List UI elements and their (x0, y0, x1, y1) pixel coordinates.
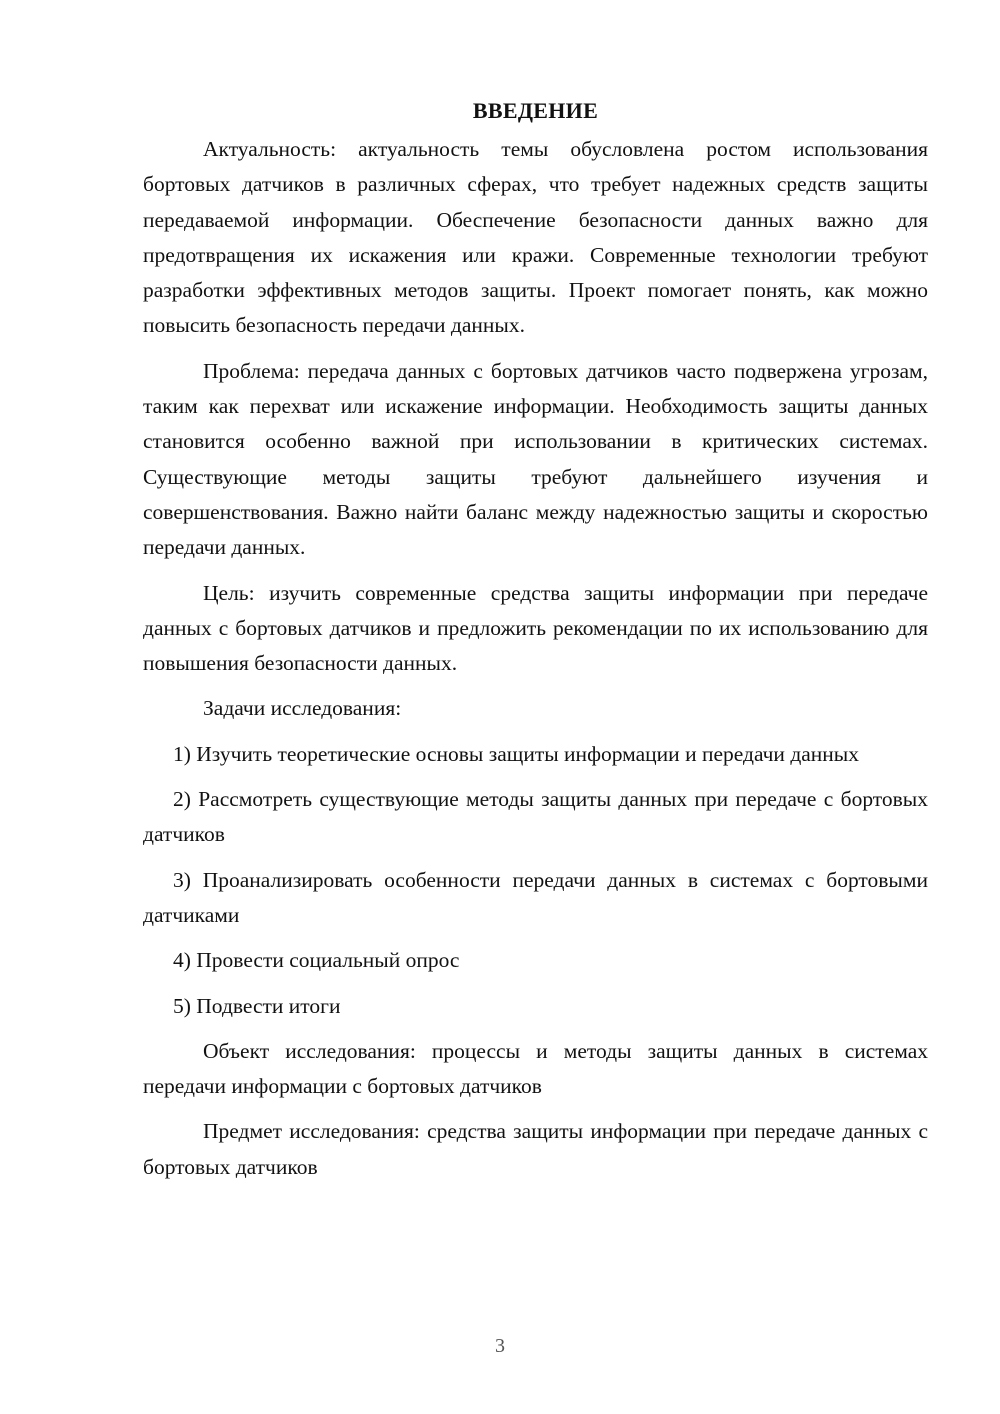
section-title: ВВЕДЕНИЕ (472, 98, 599, 123)
goal-paragraph: Цель: изучить современные средства защиты информации при передаче данных с бортовых датчиков и предложить рекомендации по их использованию для повышения безопасности данных. (143, 580, 928, 676)
object-paragraph: Объект исследования: процессы и методы защиты данных в системах передачи информации с бортовых датчиков (143, 1038, 928, 1099)
task-item-1: 1) Изучить теоретические основы защиты информации и передачи данных (173, 741, 860, 766)
relevance-paragraph: Актуальность: актуальность темы обусловлена ростом использования бортовых датчиков в различных сферах, что требует надежных средств защиты передаваемой информации. Обеспечение безопасности данных важно для предотвращения их искажения или кражи. Современные технологии требуют разработки эффективных методов защиты. Проект помогает понять, как можно повысить безопасность передачи данных. (143, 137, 928, 338)
problem-paragraph: Проблема: передача данных с бортовых датчиков часто подвержена угрозам, таким как перехват или искажение информации. Необходимость защиты данных становится особенно важной при использовании в критических системах. Существующие методы защиты требуют дальнейшего изучения и совершенствования. Важно найти баланс между надежностью защиты и скоростью передачи данных. (143, 358, 928, 560)
task-item-2: 2) Рассмотреть существующие методы защиты данных при передаче с бортовых датчиков (143, 787, 928, 847)
subject-paragraph: Предмет исследования: средства защиты информации при передаче данных с бортовых датчиков (143, 1119, 928, 1179)
document-page (143, 96, 928, 1185)
tasks-heading: Задачи исследования: (203, 696, 402, 721)
task-item-5: 5) Подвести итоги (173, 993, 341, 1018)
task-item-3: 3) Проанализировать особенности передачи данных в системах с бортовыми датчиками (143, 867, 928, 927)
task-item-4: 4) Провести социальный опрос (173, 948, 460, 973)
page-number: 3 (495, 1335, 505, 1357)
